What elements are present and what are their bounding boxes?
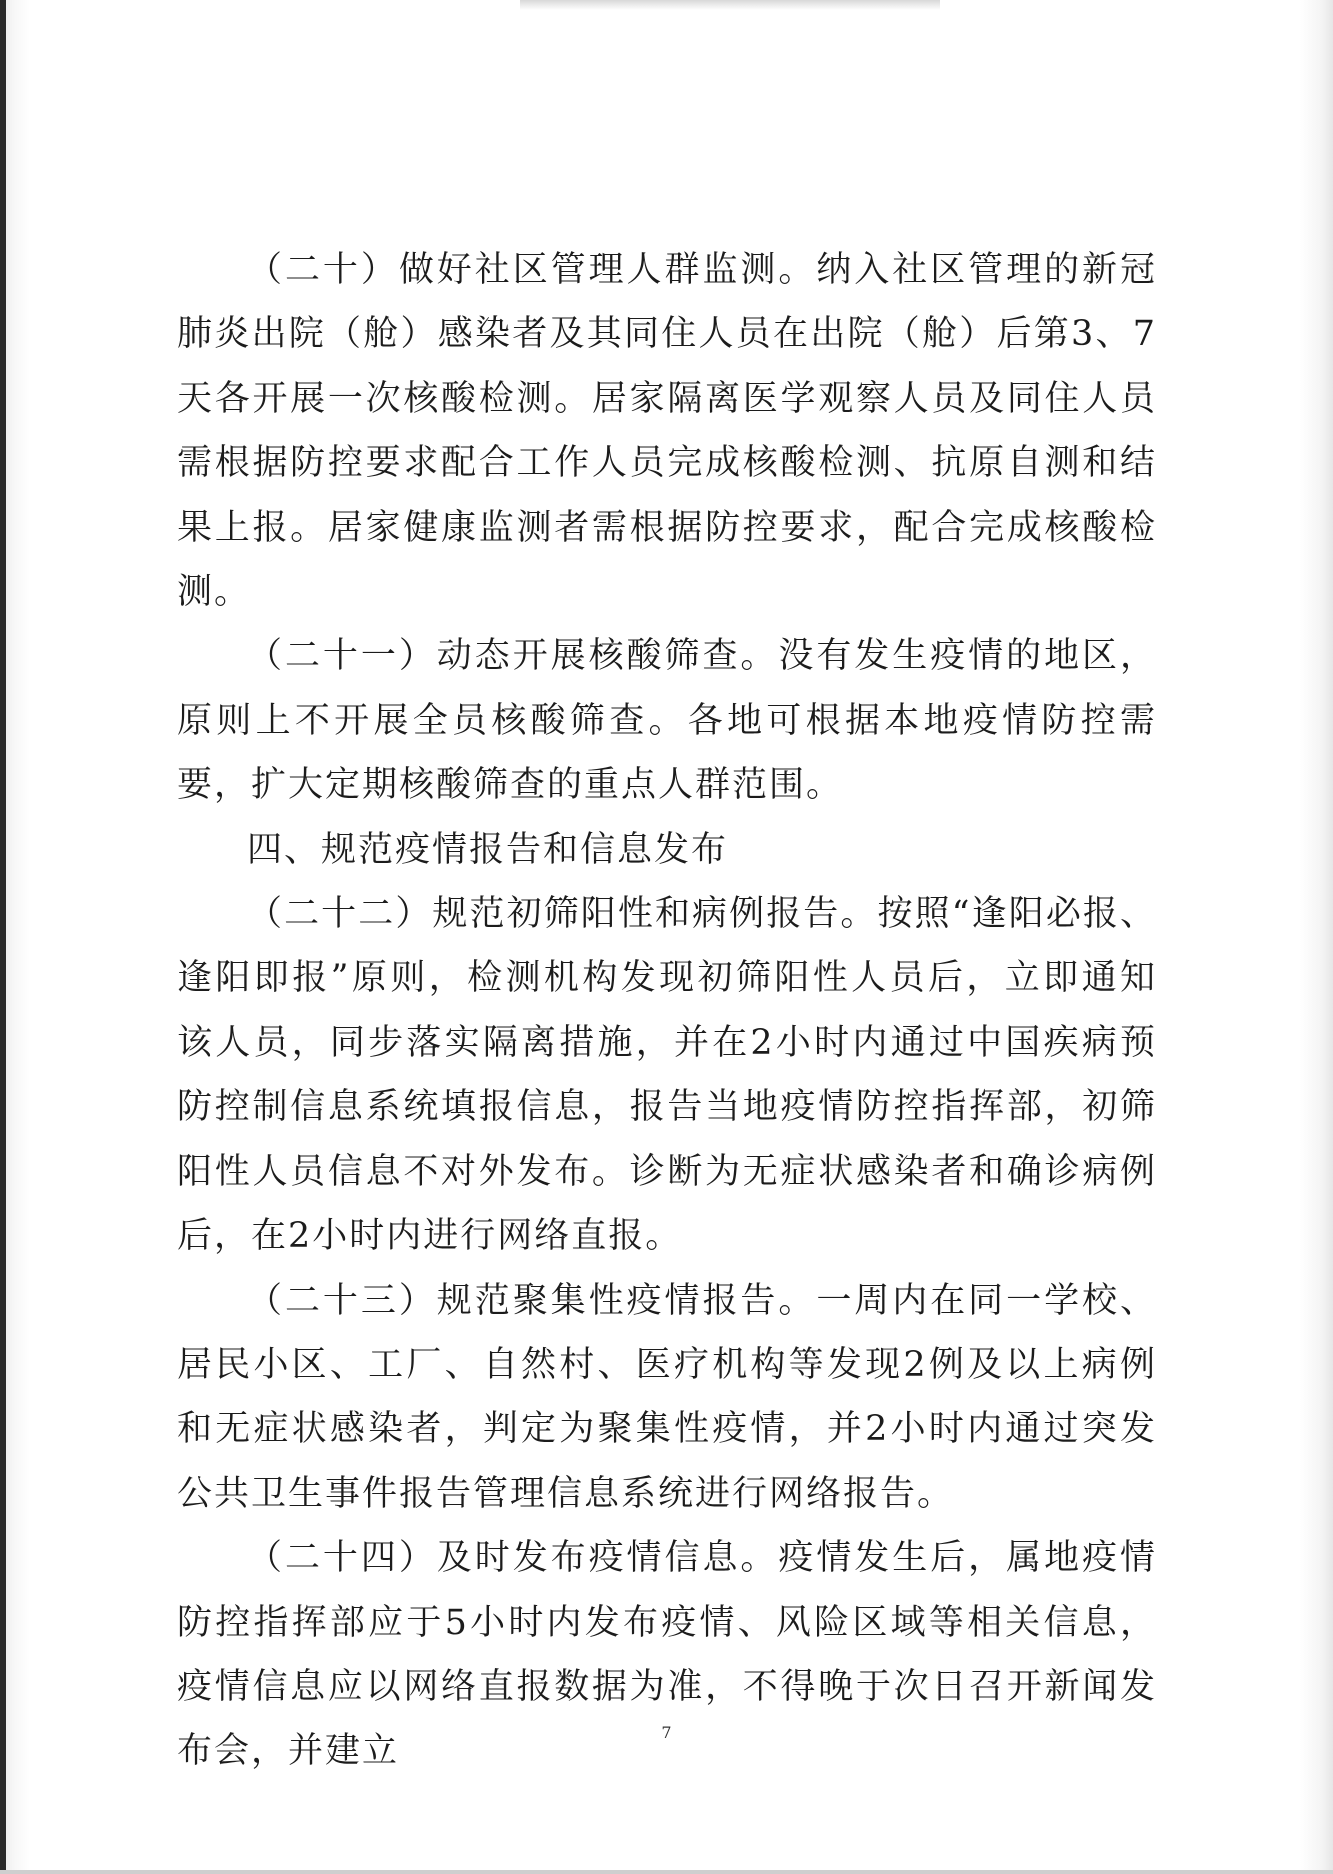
paragraph-20: （二十）做好社区管理人群监测。纳入社区管理的新冠肺炎出院（舱）感染者及其同住人员在出院（舱）后第3、7天各开展一次核酸检测。居家隔离医学观察人员及同住人员需根据防控要求配合工作人员完成核酸检测、抗原自测和结果上报。居家健康监测者需根据防控要求，配合完成核酸检测。: [177, 250, 1157, 613]
scan-left-edge: [0, 0, 6, 1874]
paragraph-23: （二十三）规范聚集性疫情报告。一周内在同一学校、居民小区、工厂、自然村、医疗机构等发现2例及以上病例和无症状感染者，判定为聚集性疫情，并2小时内通过突发公共卫生事件报告管理信息系统进行网络报告。: [177, 1280, 1157, 1514]
paragraph-22: （二十二）规范初筛阳性和病例报告。按照“逢阳必报、逢阳即报”原则，检测机构发现初筛阳性人员后，立即通知该人员，同步落实隔离措施，并在2小时内通过中国疾病预防控制信息系统填报信息，报告当地疫情防控指挥部，初筛阳性人员信息不对外发布。诊断为无症状感染者和确诊病例后，在2小时内进行网络直报。: [177, 894, 1157, 1257]
section-heading-4: 四、规范疫情报告和信息发布: [247, 829, 729, 870]
scan-top-smudge: [520, 0, 940, 10]
scan-bottom-edge: [0, 1870, 1333, 1874]
paragraph-24: （二十四）及时发布疫情信息。疫情发生后，属地疫情防控指挥部应于5小时内发布疫情、风险区域等相关信息，疫情信息应以网络直报数据为准，不得晚于次日召开新闻发布会，并建立: [177, 1538, 1157, 1772]
paragraph-21: （二十一）动态开展核酸筛查。没有发生疫情的地区，原则上不开展全员核酸筛查。各地可根据本地疫情防控需要，扩大定期核酸筛查的重点人群范围。: [177, 636, 1157, 806]
body-text: [177, 238, 1157, 1784]
page-number: 7: [661, 1723, 672, 1742]
